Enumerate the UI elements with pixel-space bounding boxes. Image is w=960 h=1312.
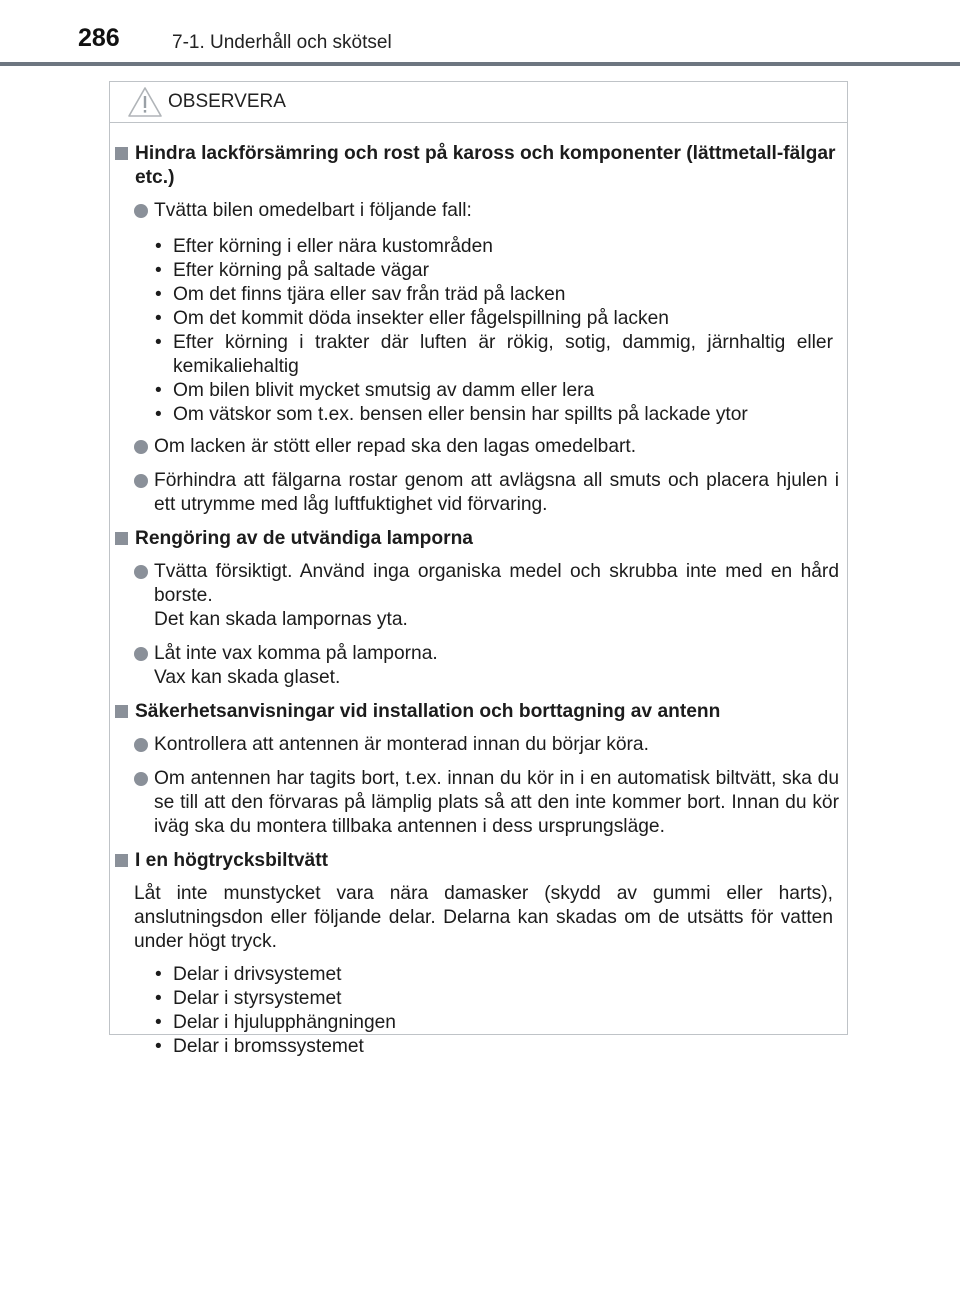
section-heading-text: Säkerhetsanvisningar vid installation och borttagning av antenn: [135, 701, 721, 722]
page-header: [0, 0, 960, 66]
list-item-note: Vax kan skada glaset.: [154, 667, 341, 688]
square-bullet-icon: [115, 532, 128, 545]
circle-bullet-icon: [134, 440, 148, 454]
sub-list-item: • Om bilen blivit mycket smutsig av damm eller lera: [110, 379, 833, 403]
caution-content: [110, 142, 847, 1068]
section-title: 7-1. Underhåll och skötsel: [172, 32, 392, 53]
section-heading: [110, 700, 847, 724]
square-bullet-icon: [115, 705, 128, 718]
list-item-text: Förhindra att fälgarna rostar genom att avlägsna all smuts och placera hjulen i ett utrymme med låg luftfuktighet vid förvaring.: [154, 470, 839, 515]
warning-triangle-icon: [127, 86, 163, 118]
circle-bullet-icon: [134, 474, 148, 488]
circle-bullet-icon: [134, 772, 148, 786]
section-paragraph: Låt inte munstycket vara nära damasker (skydd av gummi eller harts), anslutningsdon eller följande delar. Delarna kan skadas om de utsätts för vatten under högt tryck.: [134, 883, 833, 952]
sub-list-item: • Delar i bromssystemet: [110, 1035, 833, 1059]
circle-bullet-icon: [134, 565, 148, 579]
list-item: [110, 560, 847, 632]
list-item-note: Det kan skada lampornas yta.: [154, 609, 408, 630]
sub-list-item: • Delar i drivsystemet: [110, 963, 833, 987]
caution-box: [109, 81, 848, 1057]
sub-list-item: • Om vätskor som t.ex. bensen eller bensin har spillts på lackade ytor: [110, 403, 833, 427]
list-item: [110, 767, 847, 839]
list-item: [110, 199, 847, 223]
square-bullet-icon: [115, 147, 128, 160]
sub-list-item: • Efter körning i trakter där luften är rökig, sotig, dammig, järnhaltig eller kemikaliehaltig: [110, 331, 833, 379]
section-heading: [110, 849, 847, 873]
sub-list: [110, 963, 847, 1059]
square-bullet-icon: [115, 854, 128, 867]
list-item-text: Tvätta försiktigt. Använd inga organiska medel och skrubba inte med en hård borste.: [154, 561, 839, 606]
section-heading: [110, 527, 847, 551]
list-item: [110, 435, 847, 459]
list-item-text: Om antennen har tagits bort, t.ex. innan du kör in i en automatisk biltvätt, ska du se till att den förvaras på lämplig plats så att den inte kommer bort. Innan du kör iväg ska du montera tillbaka antennen i dess ursprungsläge.: [154, 768, 839, 837]
header-rule: [0, 62, 960, 66]
circle-bullet-icon: [134, 738, 148, 752]
sub-list-item: • Delar i hjulupphängningen: [110, 1011, 833, 1035]
sub-list-item: • Delar i styrsystemet: [110, 987, 833, 1011]
section-heading-text: I en högtrycksbiltvätt: [135, 850, 328, 871]
list-item-text: Tvätta bilen omedelbart i följande fall:: [154, 200, 472, 221]
section-heading-text: Hindra lackförsämring och rost på kaross och komponenter (lättmetall-fälgar etc.): [135, 143, 836, 188]
caution-label: OBSERVERA: [168, 91, 286, 112]
sub-list-item: • Om det finns tjära eller sav från träd på lacken: [110, 283, 833, 307]
list-item: [110, 642, 847, 690]
circle-bullet-icon: [134, 647, 148, 661]
list-item-text: Låt inte vax komma på lamporna.: [154, 643, 438, 664]
list-item-text: Om lacken är stött eller repad ska den lagas omedelbart.: [154, 436, 637, 457]
caution-header: [110, 82, 847, 123]
section-heading: [110, 142, 847, 190]
circle-bullet-icon: [134, 204, 148, 218]
sub-list-item: • Efter körning på saltade vägar: [110, 259, 833, 283]
list-item-text: Kontrollera att antennen är monterad innan du börjar köra.: [154, 734, 649, 755]
list-item: [110, 733, 847, 757]
page-number: 286: [78, 24, 120, 52]
section-heading-text: Rengöring av de utvändiga lamporna: [135, 528, 473, 549]
list-item: [110, 469, 847, 517]
sub-list: [110, 235, 847, 427]
sub-list-item: • Efter körning i eller nära kustområden: [110, 235, 833, 259]
sub-list-item: • Om det kommit döda insekter eller fågelspillning på lacken: [110, 307, 833, 331]
